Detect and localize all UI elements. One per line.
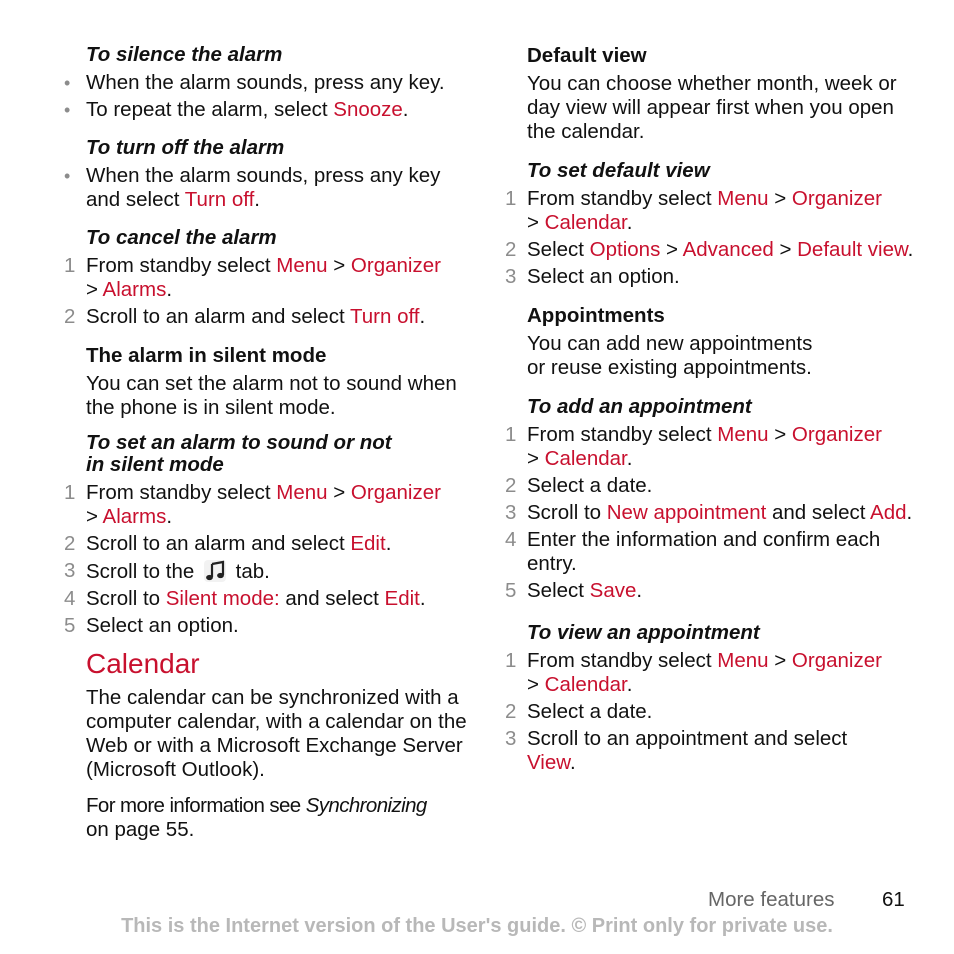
turn-off-link: Turn off xyxy=(184,188,255,211)
synchronizing-ref: Synchronizing xyxy=(305,794,427,817)
step-number: 2 xyxy=(64,305,76,328)
organizer-link: Organizer xyxy=(791,649,882,672)
disclaimer-text: This is the Internet version of the User's guide. © Print only for private use. xyxy=(121,915,833,937)
step-number: 3 xyxy=(505,501,517,524)
calendar-reference: For more information see Synchronizing on page 55. xyxy=(86,794,427,841)
step-number: 2 xyxy=(505,474,517,497)
advanced-link: Advanced xyxy=(682,238,774,261)
step-number: 4 xyxy=(505,528,517,551)
step-item: 2 Select a date. xyxy=(505,474,653,497)
cancel-alarm-heading: To cancel the alarm xyxy=(86,226,277,249)
set-sound-heading: To set an alarm to sound or not in silent mode xyxy=(86,431,392,476)
calendar-link: Calendar xyxy=(544,673,627,696)
step-item: 2 Select a date. xyxy=(505,700,653,723)
step-item: 3 Scroll to New appointment and select Add. xyxy=(505,501,913,524)
step-number: 2 xyxy=(505,700,517,723)
step-item: 2 Scroll to an alarm and select Turn off. xyxy=(64,305,426,328)
organizer-link: Organizer xyxy=(791,423,882,446)
bullet-marker: • xyxy=(64,166,71,186)
menu-link: Menu xyxy=(717,649,769,672)
step-number: 1 xyxy=(64,254,76,277)
alarms-link: Alarms xyxy=(102,278,167,301)
organizer-link: Organizer xyxy=(350,254,441,277)
step-item: 5 Select Save. xyxy=(505,579,643,602)
add-link: Add xyxy=(870,501,907,524)
bullet-marker: • xyxy=(64,73,71,93)
footer-section-label: More features xyxy=(708,888,835,911)
turn-off-link: Turn off xyxy=(349,305,420,328)
appointments-heading: Appointments xyxy=(527,304,665,327)
default-view-text: You can choose whether month, week or day view will appear first when you open the calendar. xyxy=(527,72,897,143)
appointments-text: You can add new appointments or reuse existing appointments. xyxy=(527,332,813,379)
right-column xyxy=(505,44,915,778)
default-view-link: Default view xyxy=(797,238,908,261)
options-link: Options xyxy=(589,238,661,261)
silent-mode-text: You can set the alarm not to sound when the phone is in silent mode. xyxy=(86,372,457,419)
step-number: 3 xyxy=(505,265,517,288)
step-number: 3 xyxy=(505,727,517,750)
snooze-link: Snooze xyxy=(333,98,403,121)
default-view-heading: Default view xyxy=(527,44,647,67)
menu-link: Menu xyxy=(276,254,328,277)
step-item: 2 Select Options > Advanced > Default view. xyxy=(505,238,914,261)
edit-link: Edit xyxy=(350,532,386,555)
add-appointment-heading: To add an appointment xyxy=(527,395,752,418)
view-appointment-heading: To view an appointment xyxy=(527,621,760,644)
step-number: 1 xyxy=(64,481,76,504)
turn-off-alarm-heading: To turn off the alarm xyxy=(86,136,285,159)
new-appointment-link: New appointment xyxy=(606,501,767,524)
step-item: 1 From standby select Menu > Organizer > Calendar. xyxy=(505,423,882,470)
step-number: 5 xyxy=(505,579,517,602)
silence-alarm-heading: To silence the alarm xyxy=(86,43,283,66)
step-item: 4 Scroll to Silent mode: and select Edit. xyxy=(64,587,426,610)
page-number: 61 xyxy=(882,888,905,911)
save-link: Save xyxy=(589,579,637,602)
set-default-heading: To set default view xyxy=(527,159,710,182)
step-item: 1 From standby select Menu > Organizer > Alarms. xyxy=(64,481,441,528)
list-item: • When the alarm sounds, press any key. xyxy=(64,71,445,94)
calendar-intro: The calendar can be synchronized with a computer calendar, with a calendar on the Web or with a Microsoft Exchange Server (Microsoft Outlook). xyxy=(86,686,467,781)
silent-mode-link: Silent mode: xyxy=(165,587,280,610)
step-number: 1 xyxy=(505,423,517,446)
step-number: 2 xyxy=(64,532,76,555)
list-item: • When the alarm sounds, press any key and select Turn off. xyxy=(64,164,441,211)
alarms-link: Alarms xyxy=(102,505,167,528)
step-number: 2 xyxy=(505,238,517,261)
step-item: 1 From standby select Menu > Organizer > Calendar. xyxy=(505,187,882,234)
menu-link: Menu xyxy=(276,481,328,504)
menu-link: Menu xyxy=(717,187,769,210)
view-link: View xyxy=(527,751,570,774)
step-item: 4 Enter the information and confirm each entry. xyxy=(505,528,881,575)
step-item: 2 Scroll to an alarm and select Edit. xyxy=(64,532,392,555)
organizer-link: Organizer xyxy=(791,187,882,210)
step-item: 5 Select an option. xyxy=(64,614,239,637)
step-item: 1 From standby select Menu > Organizer > Calendar. xyxy=(505,649,882,696)
step-item: 3 Scroll to an appointment and select View. xyxy=(505,727,848,774)
step-number: 4 xyxy=(64,587,76,610)
organizer-link: Organizer xyxy=(350,481,441,504)
calendar-link: Calendar xyxy=(544,447,627,470)
bullet-marker: • xyxy=(64,100,71,120)
step-item: 3 Scroll to the tab. xyxy=(64,559,270,583)
menu-link: Menu xyxy=(717,423,769,446)
step-item: 3 Select an option. xyxy=(505,265,680,288)
step-number: 1 xyxy=(505,649,517,672)
left-column xyxy=(64,44,474,842)
calendar-link: Calendar xyxy=(544,211,627,234)
list-item: • To repeat the alarm, select Snooze. xyxy=(64,98,409,121)
edit-link: Edit xyxy=(384,587,420,610)
calendar-title: Calendar xyxy=(86,648,200,679)
step-number: 1 xyxy=(505,187,517,210)
silent-mode-heading: The alarm in silent mode xyxy=(86,344,327,367)
step-item: 1 From standby select Menu > Organizer > Alarms. xyxy=(64,254,441,301)
music-note-icon xyxy=(203,559,227,583)
step-number: 3 xyxy=(64,559,76,582)
step-number: 5 xyxy=(64,614,76,637)
